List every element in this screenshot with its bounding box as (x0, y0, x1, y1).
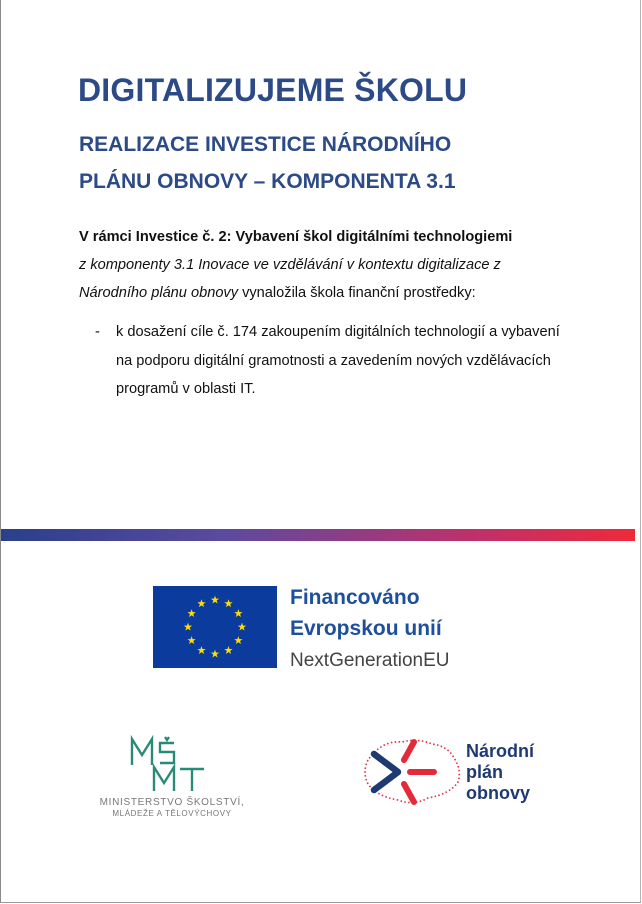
bullet-text: k dosažení cíle č. 174 zakoupením digitálních technologií a vybavení na podporu digitální gramotnosti a zavedením nových vzdělávacích programů v oblasti IT. (116, 324, 560, 397)
intro-bold: V rámci Investice č. 2: Vybavení škol digitálními technologiemi (79, 229, 513, 245)
list-item (95, 318, 565, 404)
intro-rest: vynaložila škola finanční prostředky: (238, 285, 476, 301)
npo-line-2: plán (466, 762, 504, 782)
gradient-stripe (1, 529, 635, 541)
npo-logo-icon (352, 732, 464, 808)
intro-italic-a: z komponenty 3.1 Inovace ve vzdělávání v kontextu digitalizace z (79, 257, 501, 273)
bullet-dash: - (95, 324, 100, 340)
npo-wordmark (466, 741, 534, 804)
eu-funding-line-3: NextGenerationEU (290, 650, 450, 671)
npo-line-3: obnovy (466, 783, 531, 803)
subtitle-line-2: PLÁNU OBNOVY – KOMPONENTA 3.1 (79, 170, 456, 193)
eu-funding-line-2: Evropskou unií (290, 617, 442, 640)
intro-paragraph (79, 223, 589, 307)
npo-line-1: Národní (466, 741, 535, 761)
eu-flag-icon (153, 586, 277, 668)
subtitle-line-1: REALIZACE INVESTICE NÁRODNÍHO (79, 133, 452, 156)
msmt-subname: MLÁDEŽE A TĚLOVÝCHOVY (112, 809, 232, 818)
eu-funding-line-1: Financováno (290, 586, 420, 609)
page-title: DIGITALIZUJEME ŠKOLU (78, 72, 468, 108)
msmt-name: MINISTERSTVO ŠKOLSTVÍ, (99, 797, 245, 808)
page-subtitle (79, 126, 599, 200)
intro-italic-b: Národního plánu obnovy (79, 285, 239, 301)
msmt-logo-icon (128, 735, 214, 795)
